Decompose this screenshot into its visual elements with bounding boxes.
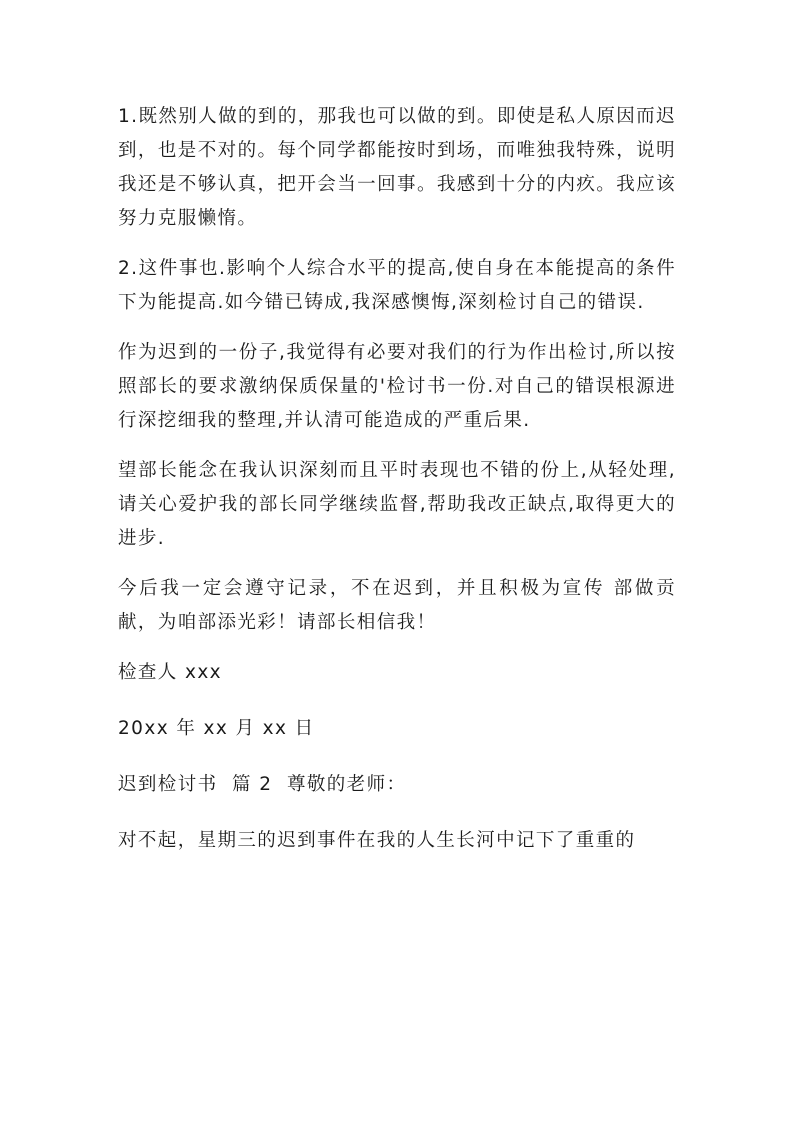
document-body [118, 100, 676, 880]
last-paragraph: 对不起，星期三的迟到事件在我的人生长河中记下了重重的 [118, 830, 636, 851]
signature: 检查人 xxx [118, 662, 223, 683]
paragraph-1: 1.既然别人做的到的，那我也可以做的到。即使是私人原因而迟到，也是不对的。每个同学都能按时到场，而唯独我特殊，说明我还是不够认真，把开会当一回事。我感到十分的内疚。我应该努力克服懒惰。 [118, 106, 676, 229]
paragraph-2: 2.这件事也.影响个人综合水平的提高,使自身在本能提高的条件下为能提高.如今错已铸成,我深感懊悔,深刻检讨自己的错误. [118, 258, 676, 313]
section-heading: 迟到检讨书 篇 2 尊敬的老师： [118, 774, 407, 795]
paragraph-4: 望部长能念在我认识深刻而且平时表现也不错的份上,从轻处理,请关心爱护我的部长同学继续监督,帮助我改正缺点,取得更大的进步. [118, 460, 676, 549]
paragraph-3: 作为迟到的一份子,我觉得有必要对我们的行为作出检讨,所以按照部长的要求激纳保质保量的'检讨书一份.对自己的错误根源进行深挖细我的整理,并认清可能造成的严重后果. [118, 342, 676, 431]
date-line: 20xx 年 xx 月 xx 日 [118, 718, 315, 739]
paragraph-5: 今后我一定会遵守记录，不在迟到，并且积极为宣传 部做贡献，为咱部添光彩！请部长相信我！ [118, 578, 676, 633]
